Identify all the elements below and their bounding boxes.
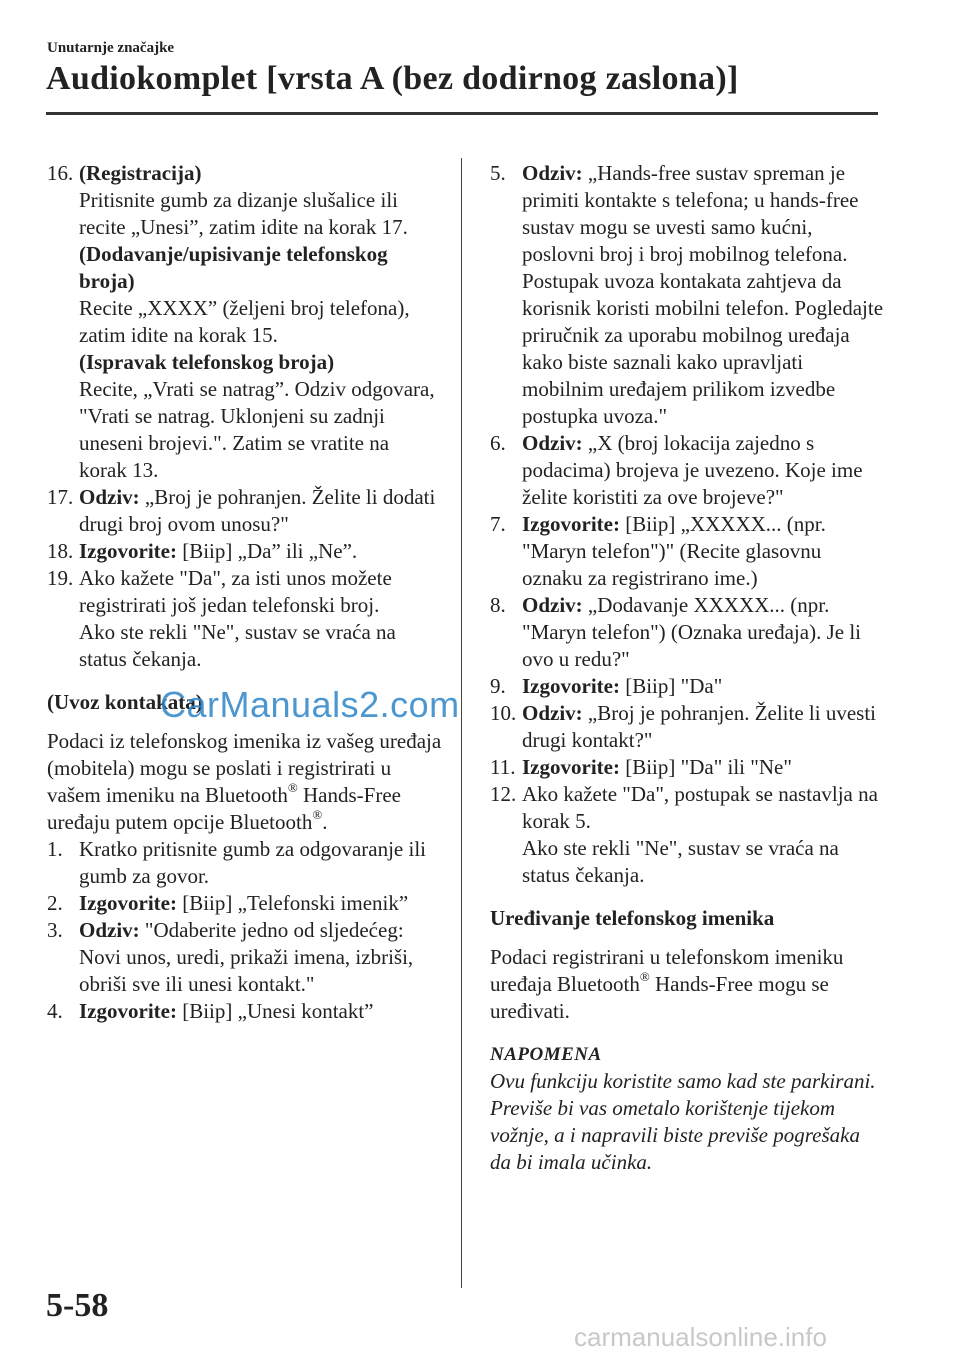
step-17: [47, 484, 442, 538]
step-number: 5.: [490, 161, 506, 185]
step-text: [Biip] "Da" ili "Ne": [619, 755, 792, 779]
step-label: Odziv:: [522, 701, 583, 725]
import-step-10: [490, 700, 885, 754]
step-text: [Biip] „Da” ili „Ne”.: [176, 539, 358, 563]
left-column: [47, 160, 442, 1025]
import-step-3: [47, 917, 442, 998]
step-label: Izgovorite:: [522, 755, 620, 779]
step-number: 6.: [490, 431, 506, 455]
step-text: Pritisnite gumb za dizanje slušalice ili recite „Unesi”, zatim idite na korak 17.: [79, 188, 408, 239]
step-text: Ako kažete "Da", za isti unos možete registrirati još jedan telefonski broj.: [79, 566, 392, 617]
registered-mark: ®: [312, 807, 323, 822]
import-step-5: [490, 160, 885, 430]
step-text: Ako kažete "Da", postupak se nastavlja na korak 5.: [522, 782, 878, 833]
column-divider: [461, 158, 462, 1288]
step-body: [79, 160, 442, 484]
step-text: Ako ste rekli "Ne", sustav se vraća na status čekanja.: [79, 620, 396, 671]
step-18: [47, 538, 442, 565]
step-text: "Odaberite jedno od sljedećeg: Novi unos, uredi, prikaži imena, izbriši, obriši sve ili unesi kontakt.": [79, 918, 414, 996]
step-text: [Biip] „Telefonski imenik”: [176, 891, 409, 915]
step-number: 18.: [47, 539, 74, 563]
step-text: Kratko pritisnite gumb za odgovaranje ili gumb za govor.: [79, 837, 426, 888]
step-number: 1.: [47, 837, 63, 861]
step-label: Odziv:: [522, 161, 583, 185]
step-label: Izgovorite:: [522, 674, 620, 698]
step-text: „X (broj lokacija zajedno s podacima) brojeva je uvezeno. Koje ime želite koristiti za ove brojeve?": [522, 431, 863, 509]
step-number: 11.: [490, 755, 516, 779]
import-step-11: [490, 754, 885, 781]
step-number: 19.: [47, 566, 74, 590]
edit-phonebook-heading: Uređivanje telefonskog imenika: [490, 906, 775, 930]
step-number: 8.: [490, 593, 506, 617]
page-number: 5-58: [46, 1287, 109, 1324]
footer-watermark: carmanualsonline.info: [574, 1322, 827, 1352]
step-number: 12.: [490, 782, 517, 806]
step-label: Izgovorite:: [522, 512, 620, 536]
step-number: 16.: [47, 161, 74, 185]
import-contacts-heading: (Uvoz kontakata): [47, 690, 203, 714]
step-number: 17.: [47, 485, 74, 509]
step-label: Odziv:: [522, 431, 583, 455]
step-16: [47, 160, 442, 484]
import-step-9: [490, 673, 885, 700]
step-text: Recite, „Vrati se natrag”. Odziv odgovara, "Vrati se natrag. Uklonjeni su zadnji uneseni brojevi.". Zatim se vratite na korak 13.: [79, 377, 435, 482]
step-subheading: (Ispravak telefonskog broja): [79, 350, 335, 374]
step-text: Recite „XXXX” (željeni broj telefona), zatim idite na korak 15.: [79, 296, 410, 347]
import-step-7: [490, 511, 885, 592]
step-number: 4.: [47, 999, 63, 1023]
registered-mark: ®: [639, 969, 650, 984]
step-label: Izgovorite:: [79, 539, 177, 563]
step-label: Odziv:: [79, 918, 140, 942]
step-number: 7.: [490, 512, 506, 536]
step-text: [Biip] „XXXXX... (npr. "Maryn telefon")" (Recite glasovnu oznaku za registrirano ime.): [522, 512, 826, 590]
right-column: [490, 160, 885, 1176]
import-step-4: [47, 998, 442, 1025]
import-step-12: [490, 781, 885, 889]
title-rule: [46, 112, 878, 115]
page-title: Audiokomplet [vrsta A (bez dodirnog zaslona)]: [46, 60, 739, 97]
import-step-2: [47, 890, 442, 917]
step-subheading: (Dodavanje/upisivanje telefonskog broja): [79, 242, 388, 293]
step-text: [Biip] „Unesi kontakt”: [176, 999, 374, 1023]
step-text: [Biip] "Da": [619, 674, 723, 698]
step-label: Izgovorite:: [79, 999, 177, 1023]
import-contacts-paragraph: Podaci iz telefonskog imenika iz vašeg uređaja (mobitela) mogu se poslati i registrirati u vašem imeniku na Bluetooth® Hands-Free uređaju putem opcije Bluetooth®.: [47, 729, 442, 834]
step-number: 10.: [490, 701, 517, 725]
step-label: Odziv:: [79, 485, 140, 509]
step-label: Odziv:: [522, 593, 583, 617]
step-heading: (Registracija): [79, 161, 202, 185]
step-19: [47, 565, 442, 673]
section-label: Unutarnje značajke: [47, 40, 175, 56]
step-number: 9.: [490, 674, 506, 698]
watermark: CarManuals2.com: [160, 684, 460, 725]
step-number: 3.: [47, 918, 63, 942]
step-text: Ako ste rekli "Ne", sustav se vraća na status čekanja.: [522, 836, 839, 887]
import-step-1: [47, 836, 442, 890]
import-step-6: [490, 430, 885, 511]
edit-phonebook-paragraph: Podaci registrirani u telefonskom imeniku uređaja Bluetooth® Hands-Free mogu se uređivati.: [490, 945, 844, 1023]
step-text: „Broj je pohranjen. Želite li dodati drugi broj ovom unosu?": [79, 485, 436, 536]
step-text: „Hands-free sustav spreman je primiti kontakte s telefona; u hands-free sustav mogu se uvesti samo kućni, poslovni broj i broj mobilnog telefona. Postupak uvoza kontakata zahtjeva da korisnik koristi mobilni telefon. Pogledajte priručnik za uporabu mobilnog uređaja kako biste saznali kako upravljati mobilnim uređajem prilikom izvedbe postupka uvoza.": [522, 161, 884, 428]
import-step-8: [490, 592, 885, 673]
step-number: 2.: [47, 891, 63, 915]
step-text: „Broj je pohranjen. Želite li uvesti drugi kontakt?": [522, 701, 877, 752]
note-text: Ovu funkciju koristite samo kad ste parkirani. Previše bi vas ometalo korištenje tijekom vožnje, a i napravili biste previše pogrešaka da bi imala učinka.: [490, 1069, 876, 1174]
registered-mark: ®: [287, 780, 298, 795]
note-title: NAPOMENA: [490, 1044, 602, 1065]
step-label: Izgovorite:: [79, 891, 177, 915]
step-text: „Dodavanje XXXXX... (npr. "Maryn telefon") (Oznaka uređaja). Je li ovo u redu?": [522, 593, 861, 671]
